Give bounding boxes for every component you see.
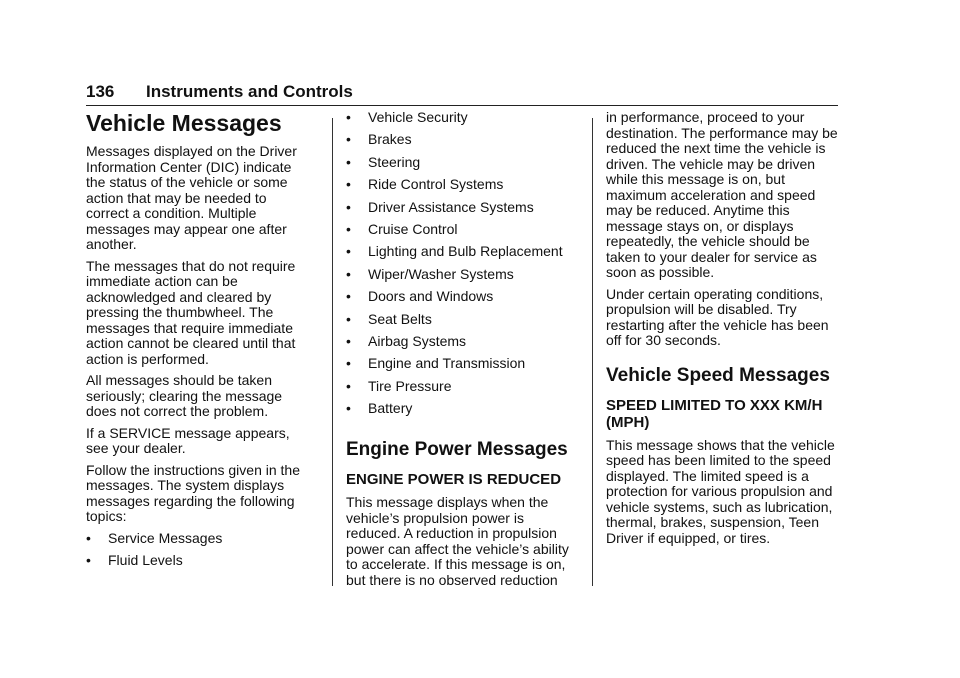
- paragraph: This message displays when the vehicle’s propulsion power is reduced. A reduction in propulsion power can affect the vehicle’s ability to accelerate. If this message is on, but there is no observed reduction: [346, 494, 569, 588]
- bullet-icon: •: [346, 288, 351, 305]
- paragraph: Messages displayed on the Driver Information Center (DIC) indicate the status of the vehicle or some action that may be needed to correct a condition. Multiple messages may appear one after another.: [86, 143, 297, 252]
- list-item-label: Seat Belts: [368, 310, 432, 327]
- list-item: [346, 177, 572, 199]
- bullet-icon: •: [346, 265, 351, 282]
- paragraph: All messages should be taken seriously; clearing the message does not correct the problem.: [86, 372, 283, 419]
- topic-list: [86, 531, 312, 576]
- list-item: [346, 200, 572, 222]
- list-item: [346, 312, 572, 334]
- list-item-label: Steering: [368, 153, 421, 170]
- paragraph: If a SERVICE message appears, see your dealer.: [86, 424, 290, 456]
- heading-engine-power-messages: Engine Power Messages: [346, 439, 568, 461]
- list-item-label: Fluid Levels: [108, 551, 183, 568]
- column-middle: [346, 110, 572, 594]
- heading-vehicle-messages: Vehicle Messages: [86, 110, 282, 136]
- list-item-label: Lighting and Bulb Replacement: [368, 243, 563, 260]
- bullet-icon: •: [86, 529, 91, 546]
- paragraph: This message shows that the vehicle speed has been limited to the speed displayed. The limited speed is a protection for various propulsion and vehicle systems, such as lubrication, thermal, brakes, suspension, Teen Driver if equipped, or tires.: [606, 436, 835, 546]
- section-title: Instruments and Controls: [146, 82, 353, 101]
- bullet-icon: •: [346, 131, 351, 148]
- paragraph: Under certain operating conditions, propulsion will be disabled. Try restarting after the vehicle has been off for 30 seconds.: [606, 285, 829, 348]
- bullet-icon: •: [86, 551, 91, 568]
- list-item-label: Service Messages: [108, 529, 223, 546]
- list-item: [346, 379, 572, 401]
- list-item: [86, 553, 312, 575]
- list-item: [346, 267, 572, 289]
- list-item-label: Wiper/Washer Systems: [368, 265, 514, 282]
- page-header: [86, 81, 838, 106]
- bullet-icon: •: [346, 109, 351, 125]
- list-item-label: Airbag Systems: [368, 332, 467, 349]
- bullet-icon: •: [346, 400, 351, 417]
- list-item: [346, 222, 572, 244]
- list-item-label: Engine and Transmission: [368, 355, 526, 372]
- page-number: 136: [86, 82, 115, 101]
- list-item: [346, 110, 572, 132]
- list-item-label: Brakes: [368, 131, 412, 148]
- column-left: [86, 110, 312, 575]
- heading-vehicle-speed-messages: Vehicle Speed Messages: [606, 364, 830, 386]
- topic-list: [346, 110, 572, 423]
- bullet-icon: •: [346, 198, 351, 215]
- list-item: [346, 401, 572, 423]
- list-item: [346, 244, 572, 266]
- column-divider: [332, 118, 333, 586]
- list-item: [346, 289, 572, 311]
- column-right: [606, 110, 838, 552]
- list-item: [86, 531, 312, 553]
- column-divider: [592, 118, 593, 586]
- list-item-label: Battery: [368, 400, 413, 417]
- list-item: [346, 132, 572, 154]
- bullet-icon: •: [346, 332, 351, 349]
- list-item: [346, 155, 572, 177]
- list-item-label: Tire Pressure: [368, 377, 452, 394]
- list-item-label: Ride Control Systems: [368, 176, 504, 193]
- list-item-label: Cruise Control: [368, 220, 458, 237]
- bullet-icon: •: [346, 176, 351, 193]
- paragraph: Follow the instructions given in the messages. The system displays messages regarding the following topics:: [86, 461, 300, 524]
- bullet-icon: •: [346, 153, 351, 170]
- bullet-icon: •: [346, 377, 351, 394]
- subheading-speed-limited: SPEED LIMITED TO XXX KM/H (MPH): [606, 396, 823, 431]
- list-item: [346, 356, 572, 378]
- bullet-icon: •: [346, 243, 351, 260]
- bullet-icon: •: [346, 310, 351, 327]
- list-item-label: Driver Assistance Systems: [368, 198, 534, 215]
- paragraph: in performance, proceed to your destination. The performance may be reduced the next time the vehicle is driven. The vehicle may be driven while this message is on, but maximum acceleration and speed may be reduced. Anytime this message stays on, or displays repeatedly, the vehicle should be taken to your dealer for service as soon as possible.: [606, 109, 838, 280]
- subheading-engine-power-reduced: ENGINE POWER IS REDUCED: [346, 471, 562, 489]
- list-item-label: Doors and Windows: [368, 288, 494, 305]
- list-item-label: Vehicle Security: [368, 109, 468, 125]
- list-item: [346, 334, 572, 356]
- bullet-icon: •: [346, 355, 351, 372]
- paragraph: The messages that do not require immediate action can be acknowledged and cleared by pressing the thumbwheel. The messages that require immediate action cannot be cleared until that action is performed.: [86, 257, 296, 367]
- bullet-icon: •: [346, 220, 351, 237]
